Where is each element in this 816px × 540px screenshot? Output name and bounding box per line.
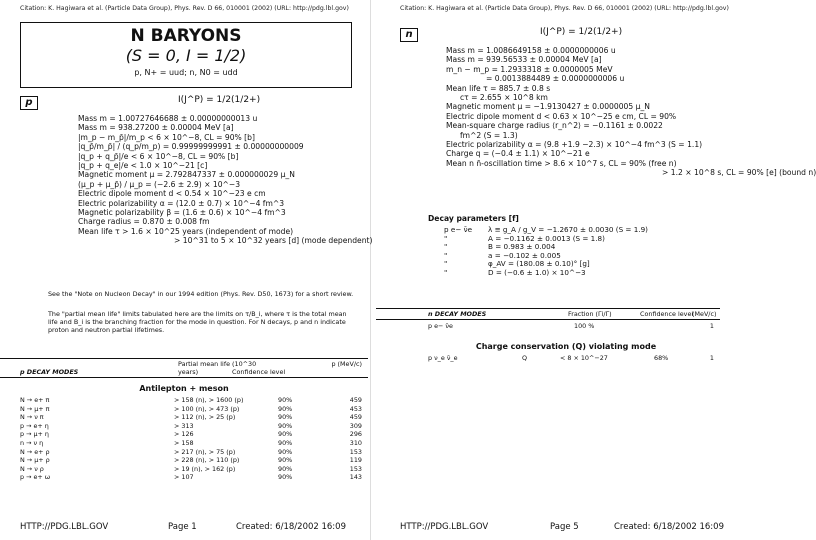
modes-header xyxy=(376,308,720,320)
decay-params-title: Decay parameters [f] xyxy=(428,214,519,223)
property-line: Mass m = 938.27200 ± 0.00004 MeV [a] xyxy=(78,123,234,133)
mode-name: N → μ+ π xyxy=(20,404,50,413)
param-mode: " xyxy=(444,259,448,269)
footer-url: HTTP://PDG.LBL.GOV xyxy=(400,521,489,532)
param-mode: " xyxy=(444,242,448,252)
confidence-level: 90% xyxy=(278,404,293,413)
mode-name: N → e+ ρ xyxy=(20,447,50,456)
note-reference: See the "Note on Nucleon Decay" in our 1994 edition (Phys. Rev. D50, 1673) for a short review. xyxy=(48,290,354,298)
decay-params-table xyxy=(442,226,650,278)
momentum: 310 xyxy=(349,438,362,447)
property-line: > 10^31 to 5 × 10^32 years [d] (mode dependent) xyxy=(174,236,373,246)
partial-life: > 112 (n), > 25 (p) xyxy=(174,413,236,422)
table-row xyxy=(18,422,364,431)
momentum: 309 xyxy=(349,421,362,430)
property-line: Electric polarizability α = (12.0 ± 0.7) × 10^−4 fm^3 xyxy=(78,198,285,208)
property-line: m_n − m_p = 1.2933318 ± 0.0000005 MeV xyxy=(446,64,613,74)
property-line: fm^2 (S = 1.3) xyxy=(460,130,518,140)
footer-created: Created: 6/18/2002 16:09 xyxy=(236,521,346,532)
modes-header xyxy=(0,358,368,378)
momentum: 1 xyxy=(709,322,714,330)
decay-modes-table xyxy=(426,322,716,331)
property-line: = 0.0013884489 ± 0.0000000006 u xyxy=(486,74,625,84)
confidence-level xyxy=(648,322,702,331)
momentum: 153 xyxy=(349,464,362,473)
property-line: |q_p̄/m_p̄| / (q_p/m_p) = 0.99999999991 ± 0.00000000009 xyxy=(78,142,304,152)
mode-name: N → ν π xyxy=(20,413,44,422)
table-row xyxy=(18,456,364,465)
confidence-level: 90% xyxy=(278,413,293,422)
section-title: Charge conservation (Q) violating mode xyxy=(475,342,657,351)
property-line: (μ_p + μ_p̄) / μ_p = (−2.6 ± 2.9) × 10^−3 xyxy=(78,179,241,189)
momentum: 459 xyxy=(349,413,362,422)
param-value: B = 0.983 ± 0.004 xyxy=(488,242,556,252)
partial-life: > 126 xyxy=(174,430,194,439)
momentum: 453 xyxy=(349,404,362,413)
table-row xyxy=(426,322,716,331)
property-line: Mass m = 939.56533 ± 0.00004 MeV [a] xyxy=(446,55,602,65)
property-list xyxy=(78,114,372,246)
left-page xyxy=(0,0,373,540)
footer-url: HTTP://PDG.LBL.GOV xyxy=(20,521,109,532)
mode-name: p → e+ η xyxy=(20,421,49,430)
confidence-level: 90% xyxy=(278,430,293,439)
property-line: |m_p − m_p̄|/m_p < 6 × 10^−8, CL = 90% [b] xyxy=(78,132,255,142)
table-row xyxy=(18,413,364,422)
mode-name: n → ν η xyxy=(20,438,44,447)
table-row xyxy=(18,405,364,414)
table-row xyxy=(18,473,364,482)
partial-life: > 107 xyxy=(174,473,194,482)
particle-label: p xyxy=(20,96,38,110)
mode-name: p → e+ ω xyxy=(20,473,51,482)
property-line: Magnetic moment μ = −1.9130427 ± 0.0000005 μ_N xyxy=(446,102,650,112)
partial-life: > 228 (n), > 110 (p) xyxy=(174,456,240,465)
property-line: Magnetic moment μ = 2.792847337 ± 0.000000029 μ_N xyxy=(78,170,295,180)
q-violating-table xyxy=(426,354,716,363)
momentum: 153 xyxy=(349,447,362,456)
confidence-level: 90% xyxy=(278,438,293,447)
title-box xyxy=(20,22,352,88)
table-row xyxy=(18,430,364,439)
momentum: 296 xyxy=(349,430,362,439)
confidence-level: 90% xyxy=(278,396,293,404)
page-divider xyxy=(370,0,371,540)
momentum: 119 xyxy=(349,456,362,465)
confidence-level: 90% xyxy=(278,464,293,473)
confidence-level: 90% xyxy=(278,456,293,465)
modes-header-col1: p DECAY MODES xyxy=(20,368,79,376)
table-row xyxy=(18,396,364,405)
momentum: 1 xyxy=(709,354,714,362)
property-line: Mean life τ > 1.6 × 10^25 years (independent of mode) xyxy=(78,226,294,236)
quantum-numbers: I(J^P) = 1/2(1/2+) xyxy=(178,95,261,105)
property-list xyxy=(446,46,816,178)
mode-name: N → ν ρ xyxy=(20,464,44,473)
modes-header-col1: n DECAY MODES xyxy=(428,310,487,318)
property-line: cτ = 2.655 × 10^8 km xyxy=(460,93,548,103)
modes-header-col4: p (MeV/c) xyxy=(331,360,362,368)
fraction: < 8 × 10^−27 xyxy=(560,354,608,362)
property-line: Charge radius = 0.870 ± 0.008 fm xyxy=(78,217,210,227)
mode-name: p e− ν̄e xyxy=(428,322,453,330)
property-line: Mass m = 1.0086649158 ± 0.0000000006 u xyxy=(446,46,616,55)
param-value: φ_AV = (180.08 ± 0.10)° [g] xyxy=(488,259,590,269)
property-line: Electric dipole moment d < 0.54 × 10^−23 e cm xyxy=(78,189,266,199)
modes-header-col2: Partial mean life (10^30 years) xyxy=(178,360,257,376)
mode-name: p → μ+ η xyxy=(20,430,49,439)
confidence-level: 68% xyxy=(654,354,669,362)
property-line: Mean life τ = 885.7 ± 0.8 s xyxy=(446,83,551,93)
citation: Citation: K. Hagiwara et al. (Particle Data Group), Phys. Rev. D 66, 010001 (2002) (URL: http://pdg.lbl.gov) xyxy=(400,5,729,12)
param-mode: p e− ν̄e xyxy=(444,225,473,234)
confidence-level: 90% xyxy=(278,473,293,482)
section-title: Antilepton + meson xyxy=(139,384,229,393)
property-line: Electric dipole moment d < 0.63 × 10^−25 e cm, CL = 90% xyxy=(446,111,677,121)
confidence-level: 90% xyxy=(278,421,293,430)
property-line: > 1.2 × 10^8 s, CL = 90% [e] (bound n) xyxy=(662,168,816,178)
momentum: 459 xyxy=(349,396,362,404)
page-subtitle: (S = 0, I = 1/2) xyxy=(125,46,247,65)
momentum: 143 xyxy=(349,473,362,482)
mode-name: N → e+ π xyxy=(20,396,50,404)
param-mode: " xyxy=(444,250,448,260)
partial-life: > 313 xyxy=(174,421,194,430)
table-row xyxy=(18,465,364,474)
property-line: Magnetic polarizability β = (1.6 ± 0.6) × 10^−4 fm^3 xyxy=(78,208,286,218)
param-value: a = −0.102 ± 0.005 xyxy=(488,250,561,260)
param-mode: " xyxy=(444,267,448,277)
modes-header-col4: (MeV/c) xyxy=(692,310,717,318)
property-line: Mean n n̄-oscillation time > 8.6 × 10^7 s, CL = 90% (free n) xyxy=(446,158,677,168)
partial-life: > 158 (n), > 1600 (p) xyxy=(174,396,244,404)
quark-content: p, N+ = uud; n, N0 = udd xyxy=(134,68,238,77)
particle-label: n xyxy=(400,28,418,42)
property-line: |q_p + q_p̄|/e < 6 × 10^−8, CL = 90% [b] xyxy=(78,151,239,161)
footer-created: Created: 6/18/2002 16:09 xyxy=(614,521,724,532)
right-page xyxy=(376,0,816,540)
decay-modes-table xyxy=(18,396,364,482)
param-value: A = −0.1162 ± 0.0013 (S = 1.8) xyxy=(488,233,605,243)
fraction: 100 % xyxy=(574,322,595,330)
violation-label: Q xyxy=(522,354,528,362)
mode-name: N → μ+ ρ xyxy=(20,456,50,465)
property-line: Electric polarizability α = (9.8 +1.9 −2.3) × 10^−4 fm^3 (S = 1.1) xyxy=(446,140,703,150)
param-value: D = (−0.6 ± 1.0) × 10^−3 xyxy=(488,267,586,277)
modes-header-col2: Fraction (Γi/Γ) xyxy=(568,310,612,318)
table-row xyxy=(18,439,364,448)
quantum-numbers: I(J^P) = 1/2(1/2+) xyxy=(540,27,623,37)
table-row xyxy=(18,448,364,457)
table-row xyxy=(442,269,650,278)
citation: Citation: K. Hagiwara et al. (Particle Data Group), Phys. Rev. D 66, 010001 (2002) (URL: http://pdg.lbl.gov) xyxy=(20,5,349,12)
confidence-level: 90% xyxy=(278,447,293,456)
property-line: Mean-square charge radius ⟨r_n^2⟩ = −0.1161 ± 0.0022 xyxy=(446,121,663,131)
footer-page: Page 1 xyxy=(168,521,197,532)
property-line: Charge q = (−0.4 ± 1.1) × 10^−21 e xyxy=(446,149,590,159)
param-mode: " xyxy=(444,233,448,243)
property-line: Mass m = 1.00727646688 ± 0.00000000013 u xyxy=(78,114,258,123)
note-partial-life: The "partial mean life" limits tabulated here are the limits on τ/B_i, where τ is the total mean life and B_i is the branching fraction for the mode in question. For N decays, p and n indicate proton and neutron partial lifetimes. xyxy=(48,310,347,334)
partial-life: > 100 (n), > 473 (p) xyxy=(174,404,240,413)
partial-life: > 19 (n), > 162 (p) xyxy=(174,464,236,473)
page-title: N BARYONS xyxy=(130,26,242,46)
param-value: λ ≡ g_A / g_V = −1.2670 ± 0.0030 (S = 1.9) xyxy=(488,225,648,234)
modes-header-col3: Confidence level xyxy=(640,310,694,318)
partial-life: > 217 (n), > 75 (p) xyxy=(174,447,236,456)
modes-header-col3: Confidence level xyxy=(232,368,286,376)
property-line: |q_p + q_e|/e < 1.0 × 10^−21 [c] xyxy=(78,161,208,171)
footer-page: Page 5 xyxy=(550,521,579,532)
table-row xyxy=(426,354,716,363)
mode-name: p ν_e ν̄_e xyxy=(428,354,458,362)
partial-life: > 158 xyxy=(174,438,194,447)
